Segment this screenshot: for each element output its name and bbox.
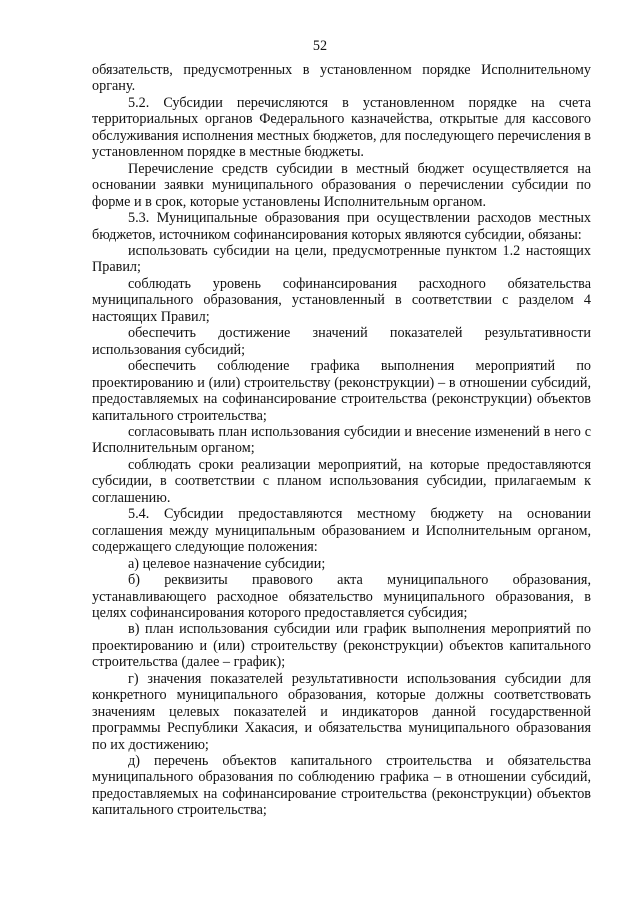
page-number: 52 [312,38,328,54]
clause-g: г) значения показателей результативности использования субсидии для конкретного муниципального образования, которые должны соответствовать значениям целевых показателей и индикаторов данной государственной программы Республики Хакасия, и обязательства муниципального образования по их достижению; [92,670,591,753]
paragraph-continuation: обязательств, предусмотренных в установленном порядке Исполнительному органу. [92,62,591,95]
obligation-performance-indicators: обеспечить достижение значений показателей результативности использования субсидий; [92,325,591,358]
paragraph-5-4: 5.4. Субсидии предоставляются местному бюджету на основании соглашения между муниципальным образованием и Исполнительным органом, содержащего следующие положения: [92,506,591,556]
clause-a: а) целевое назначение субсидии; [128,555,326,572]
document-body [92,62,591,819]
clause-d: д) перечень объектов капитального строительства и обязательства муниципального образования по соблюдению графика – в отношении субсидий, предоставляемых на софинансирование строительства (реконструкции) объектов капитального строительства; [92,753,591,819]
obligation-plan-approval: согласовывать план использования субсидии и внесение изменений в него с Исполнительным органом; [92,423,591,457]
paragraph-transfer: Перечисление средств субсидии в местный бюджет осуществляется на основании заявки муниципального образования о перечислении субсидии по форме и в срок, которые установлены Исполнительным органом. [92,160,591,210]
obligation-cofinancing-level: соблюдать уровень софинансирования расходного обязательства муниципального образования, установленный в соответствии с разделом 4 настоящих Правил; [92,275,591,325]
obligation-use-subsidies: использовать субсидии на цели, предусмотренные пунктом 1.2 настоящих Правил; [92,242,591,276]
clause-b: б) реквизиты правового акта муниципального образования, устанавливающего расходное обязательство муниципального образования, в целях софинансирования которого предоставляется субсидия; [92,572,591,621]
clause-v: в) план использования субсидии или график выполнения мероприятий по проектированию и (или) строительству (реконструкции) объектов капитального строительства (далее – график); [92,621,591,671]
obligation-deadlines: соблюдать сроки реализации мероприятий, на которые предоставляются субсидии, в соответствии с планом использования субсидии, прилагаемым к соглашению. [92,456,591,506]
paragraph-5-2: 5.2. Субсидии перечисляются в установленном порядке на счета территориальных органов Федерального казначейства, открытые для кассового обслуживания исполнения местных бюджетов, для последующего перечисления в установленном порядке в местные бюджеты. [92,94,591,161]
paragraph-5-3: 5.3. Муниципальные образования при осуществлении расходов местных бюджетов, источником софинансирования которых являются субсидии, обязаны: [92,210,591,243]
obligation-schedule: обеспечить соблюдение графика выполнения мероприятий по проектированию и (или) строительству (реконструкции) – в отношении субсидий, предоставляемых на софинансирование строительства (реконструкции) объектов капитального строительства; [92,358,591,424]
